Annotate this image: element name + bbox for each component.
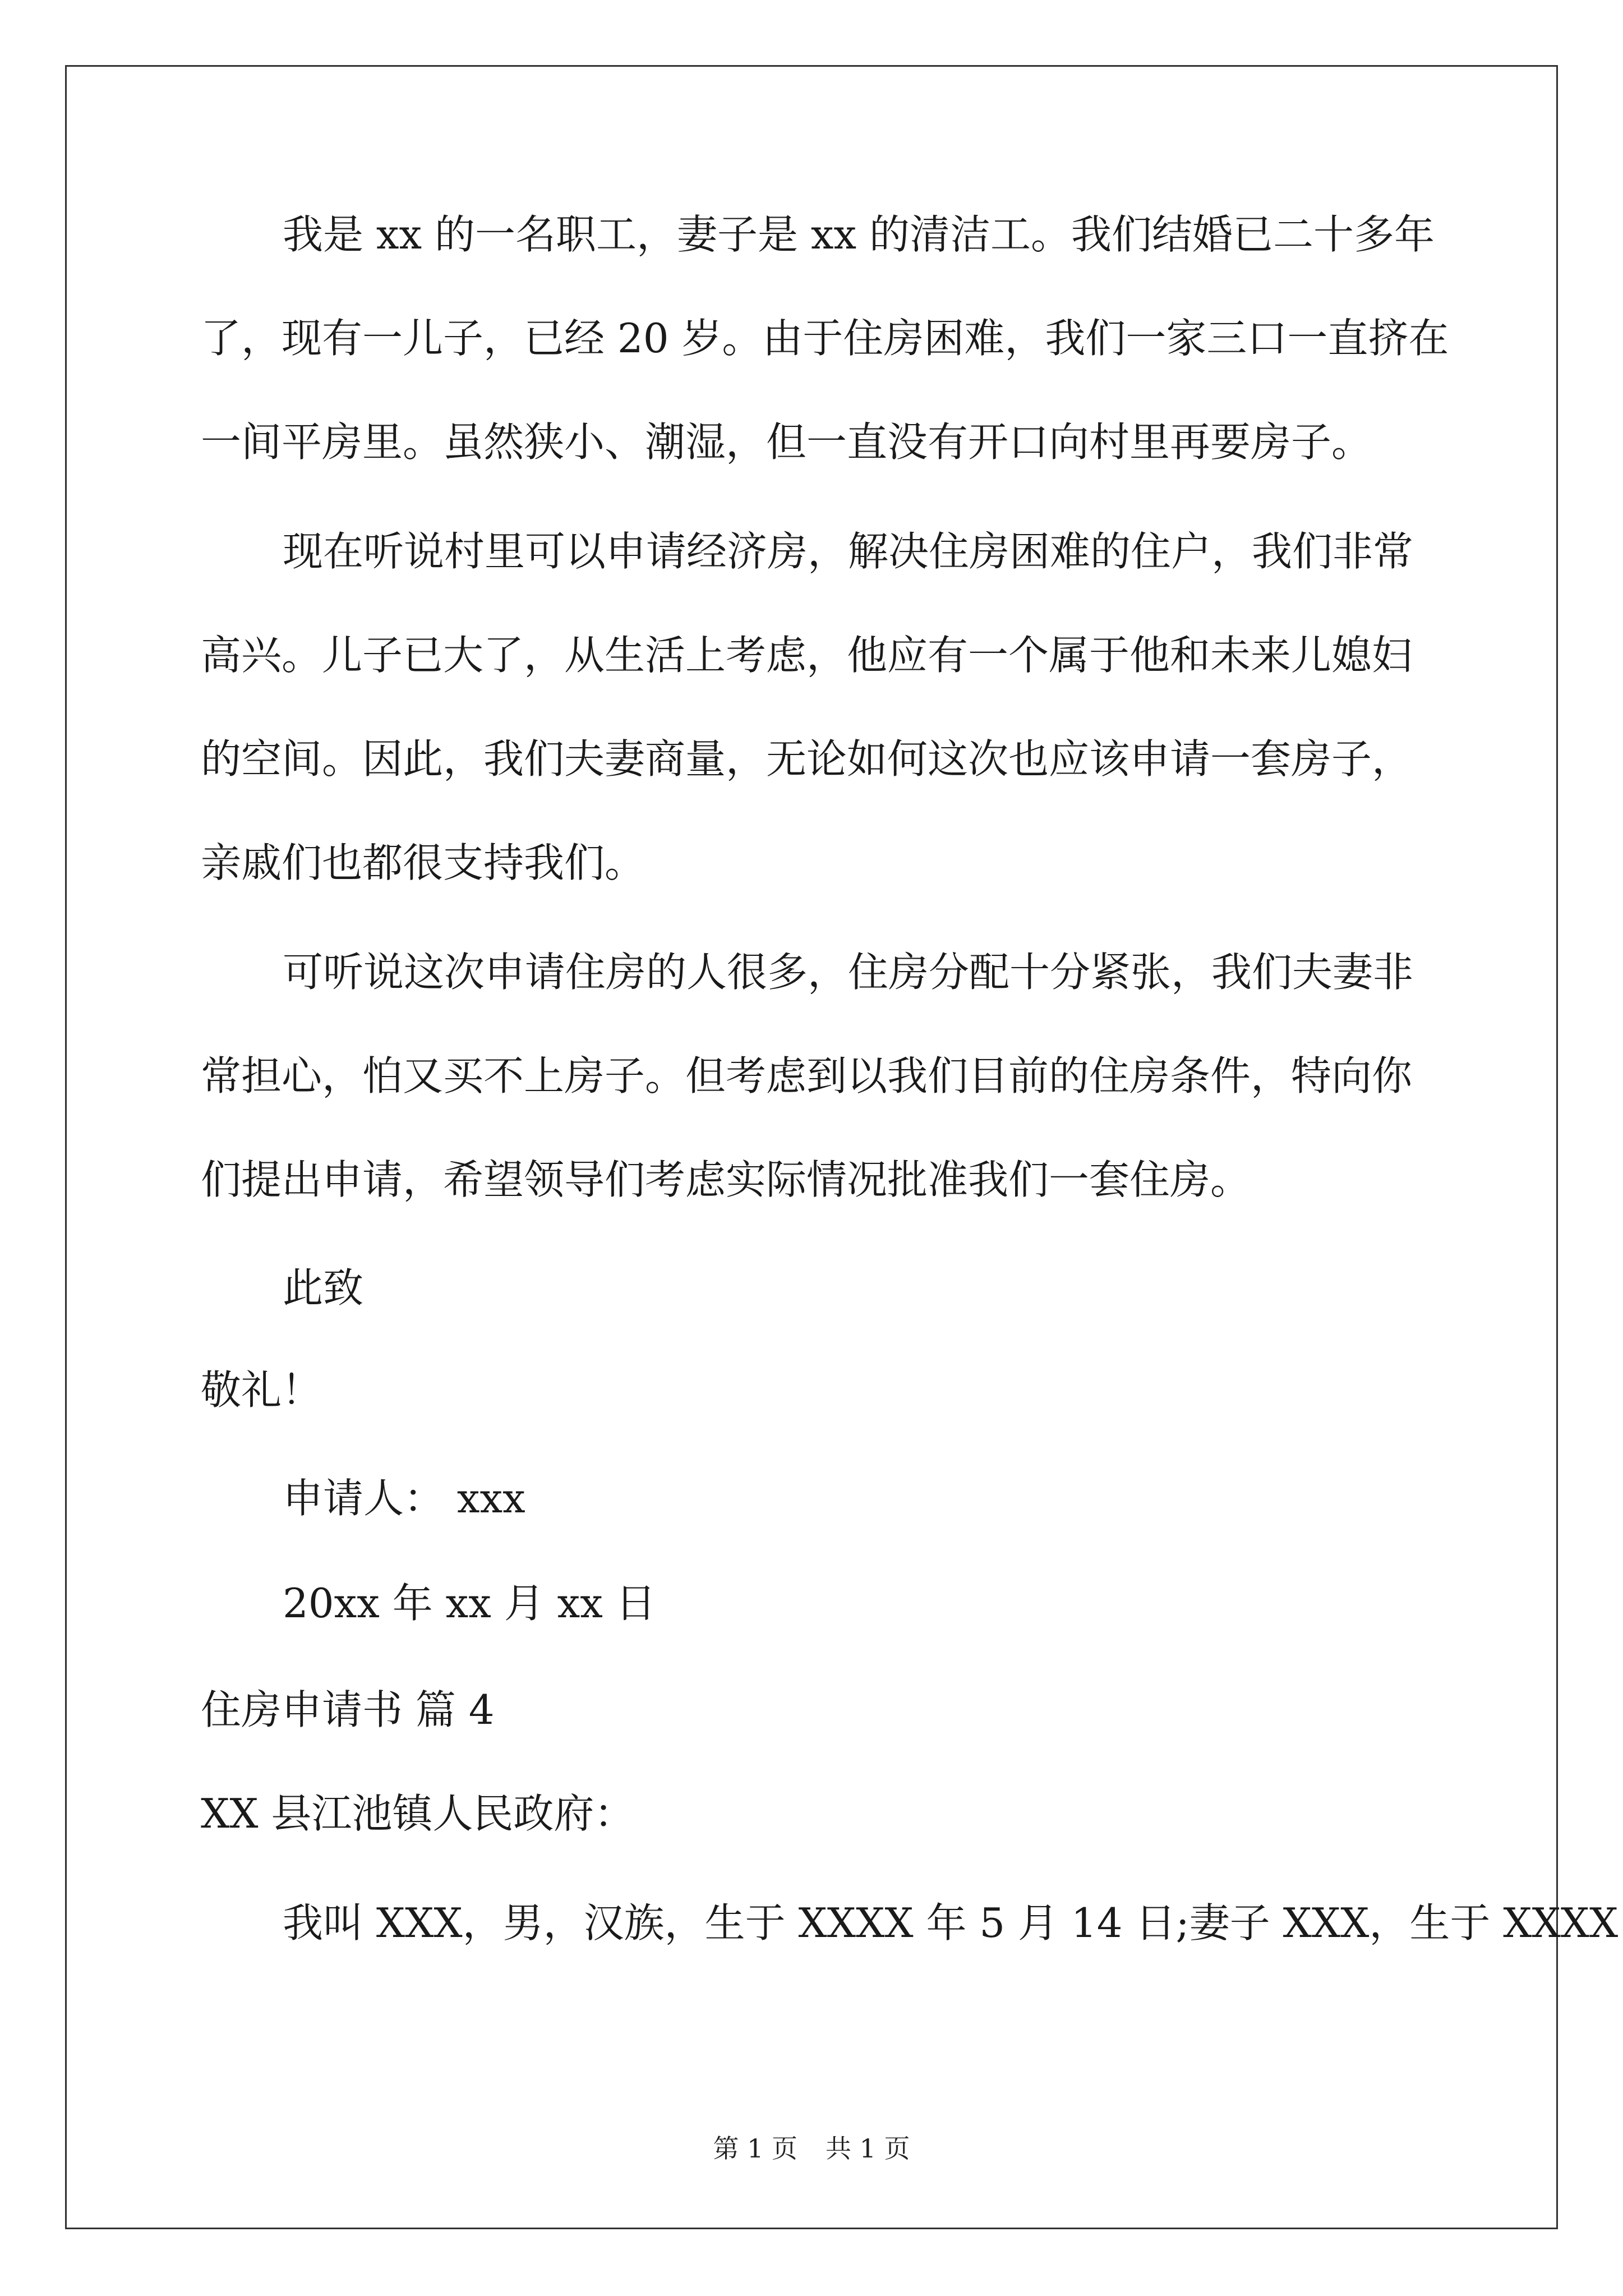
paragraph-3-line-1: 可听说这次申请住房的人很多，住房分配十分紧张，我们夫妻非 [283,949,1414,996]
closing-greeting: 此致 [283,1264,364,1312]
paragraph-3-line-2: 常担心，怕又买不上房子。但考虑到以我们目前的住房条件，特向你 [201,1052,1413,1099]
paragraph-2-line-3: 的空间。因此，我们夫妻商量，无论如何这次也应该申请一套房子， [201,735,1413,783]
paragraph-2-line-2: 高兴。儿子已大了，从生活上考虑，他应有一个属于他和未来儿媳妇 [201,632,1413,679]
salutation: 敬礼！ [201,1366,322,1414]
paragraph-1-line-2: 了，现有一儿子，已经 20 岁。由于住房困难，我们一家三口一直挤在 [201,315,1449,362]
applicant-signature: 申请人： xxx [283,1475,525,1522]
paragraph-3-line-3: 们提出申请，希望领导们考虑实际情况批准我们一套住房。 [201,1156,1251,1203]
paragraph-4-line-1: 我叫 XXX，男，汉族，生于 XXXX 年 5 月 14 日;妻子 XXX，生于 XXXX [283,1899,1619,1947]
page-number-current: 第 1 页 [713,2133,797,2164]
page-footer [0,2132,1623,2165]
page-number-total: 共 1 页 [826,2133,910,2164]
paragraph-1-line-1: 我是 xx 的一名职工，妻子是 xx 的清洁工。我们结婚已二十多年 [283,211,1435,258]
paragraph-2-line-4: 亲戚们也都很支持我们。 [201,839,645,886]
addressee: XX 县江池镇人民政府： [201,1790,635,1837]
paragraph-1-line-3: 一间平房里。虽然狭小、潮湿，但一直没有开口向村里再要房子。 [201,418,1372,466]
paragraph-2-line-1: 现在听说村里可以申请经济房，解决住房困难的住户，我们非常 [283,528,1414,575]
section-title: 住房申请书 篇 4 [201,1686,495,1733]
date-line: 20xx 年 xx 月 xx 日 [283,1580,656,1627]
